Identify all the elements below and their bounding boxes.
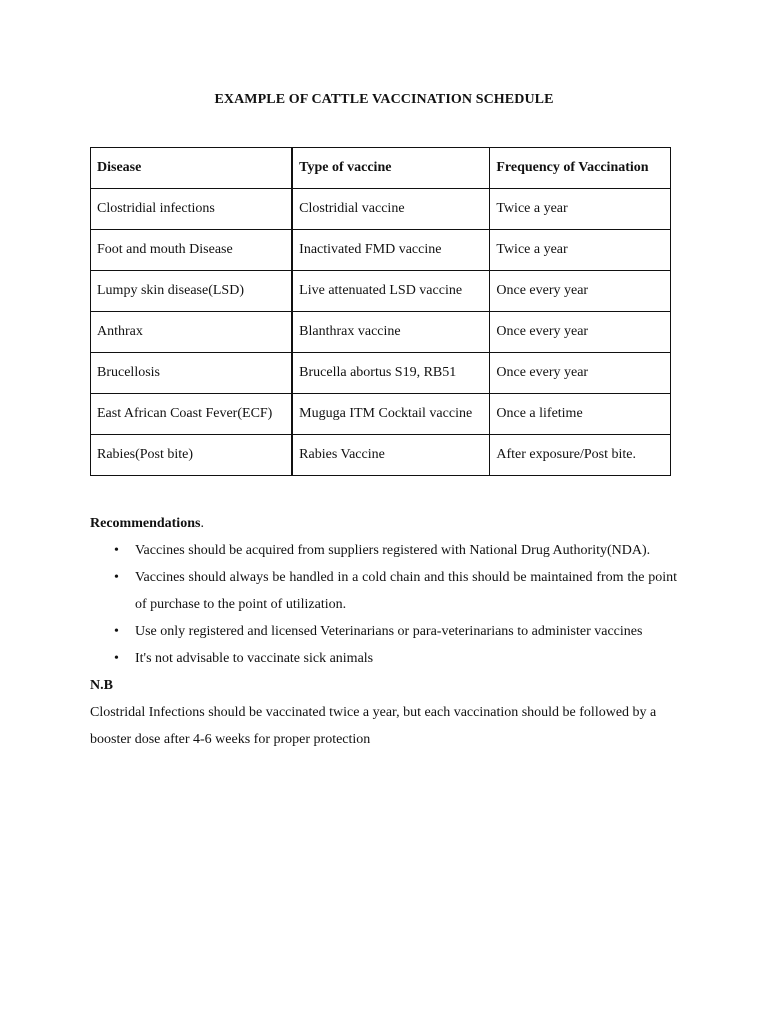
- table-row: [91, 435, 671, 476]
- note-text: Clostridal Infections should be vaccinated twice a year, but each vaccination should be followed by a booster dose after 4-6 weeks for proper protection: [90, 705, 657, 747]
- column-header-disease: Disease: [91, 148, 293, 189]
- vaccine-type-cell: Inactivated FMD vaccine: [292, 230, 490, 271]
- recommendations-heading-text: Recommendations: [90, 516, 201, 531]
- frequency-cell: After exposure/Post bite.: [490, 435, 671, 476]
- table-row: [91, 271, 671, 312]
- vaccine-type-cell: Muguga ITM Cocktail vaccine: [292, 394, 490, 435]
- table-header-row: [91, 148, 671, 189]
- list-item: • It's not advisable to vaccinate sick animals: [135, 645, 677, 672]
- vaccine-type-cell: Live attenuated LSD vaccine: [292, 271, 490, 312]
- frequency-cell: Once every year: [490, 353, 671, 394]
- disease-cell: Anthrax: [91, 312, 293, 353]
- vaccine-type-cell: Blanthrax vaccine: [292, 312, 490, 353]
- disease-cell: Clostridial infections: [91, 189, 293, 230]
- list-item: • Vaccines should be acquired from suppliers registered with National Drug Authority(NDA).: [135, 537, 677, 564]
- table-row: [91, 394, 671, 435]
- frequency-cell: Once every year: [490, 271, 671, 312]
- note-heading: N.B: [90, 678, 113, 693]
- vaccination-schedule-table: [90, 147, 671, 476]
- frequency-cell: Once every year: [490, 312, 671, 353]
- recommendations-section: [90, 510, 677, 753]
- disease-cell: Brucellosis: [91, 353, 293, 394]
- vaccine-type-cell: Rabies Vaccine: [292, 435, 490, 476]
- frequency-cell: Twice a year: [490, 189, 671, 230]
- column-header-vaccine-type: Type of vaccine: [292, 148, 490, 189]
- frequency-cell: Once a lifetime: [490, 394, 671, 435]
- recommendations-list: [90, 537, 677, 672]
- disease-cell: East African Coast Fever(ECF): [91, 394, 293, 435]
- table-row: [91, 230, 671, 271]
- column-header-frequency: Frequency of Vaccination: [490, 148, 671, 189]
- list-item: • Use only registered and licensed Veterinarians or para-veterinarians to administer vaccines: [135, 618, 677, 645]
- document-title: EXAMPLE OF CATTLE VACCINATION SCHEDULE: [214, 92, 554, 107]
- frequency-cell: Twice a year: [490, 230, 671, 271]
- table-row: [91, 353, 671, 394]
- vaccine-type-cell: Clostridial vaccine: [292, 189, 490, 230]
- table-row: [91, 312, 671, 353]
- table-row: [91, 189, 671, 230]
- vaccine-type-cell: Brucella abortus S19, RB51: [292, 353, 490, 394]
- disease-cell: Rabies(Post bite): [91, 435, 293, 476]
- recommendations-heading-period: .: [200, 516, 204, 531]
- disease-cell: Lumpy skin disease(LSD): [91, 271, 293, 312]
- list-item: • Vaccines should always be handled in a cold chain and this should be maintained from the point of purchase to the point of utilization.: [135, 564, 677, 618]
- recommendations-heading: [90, 510, 677, 537]
- disease-cell: Foot and mouth Disease: [91, 230, 293, 271]
